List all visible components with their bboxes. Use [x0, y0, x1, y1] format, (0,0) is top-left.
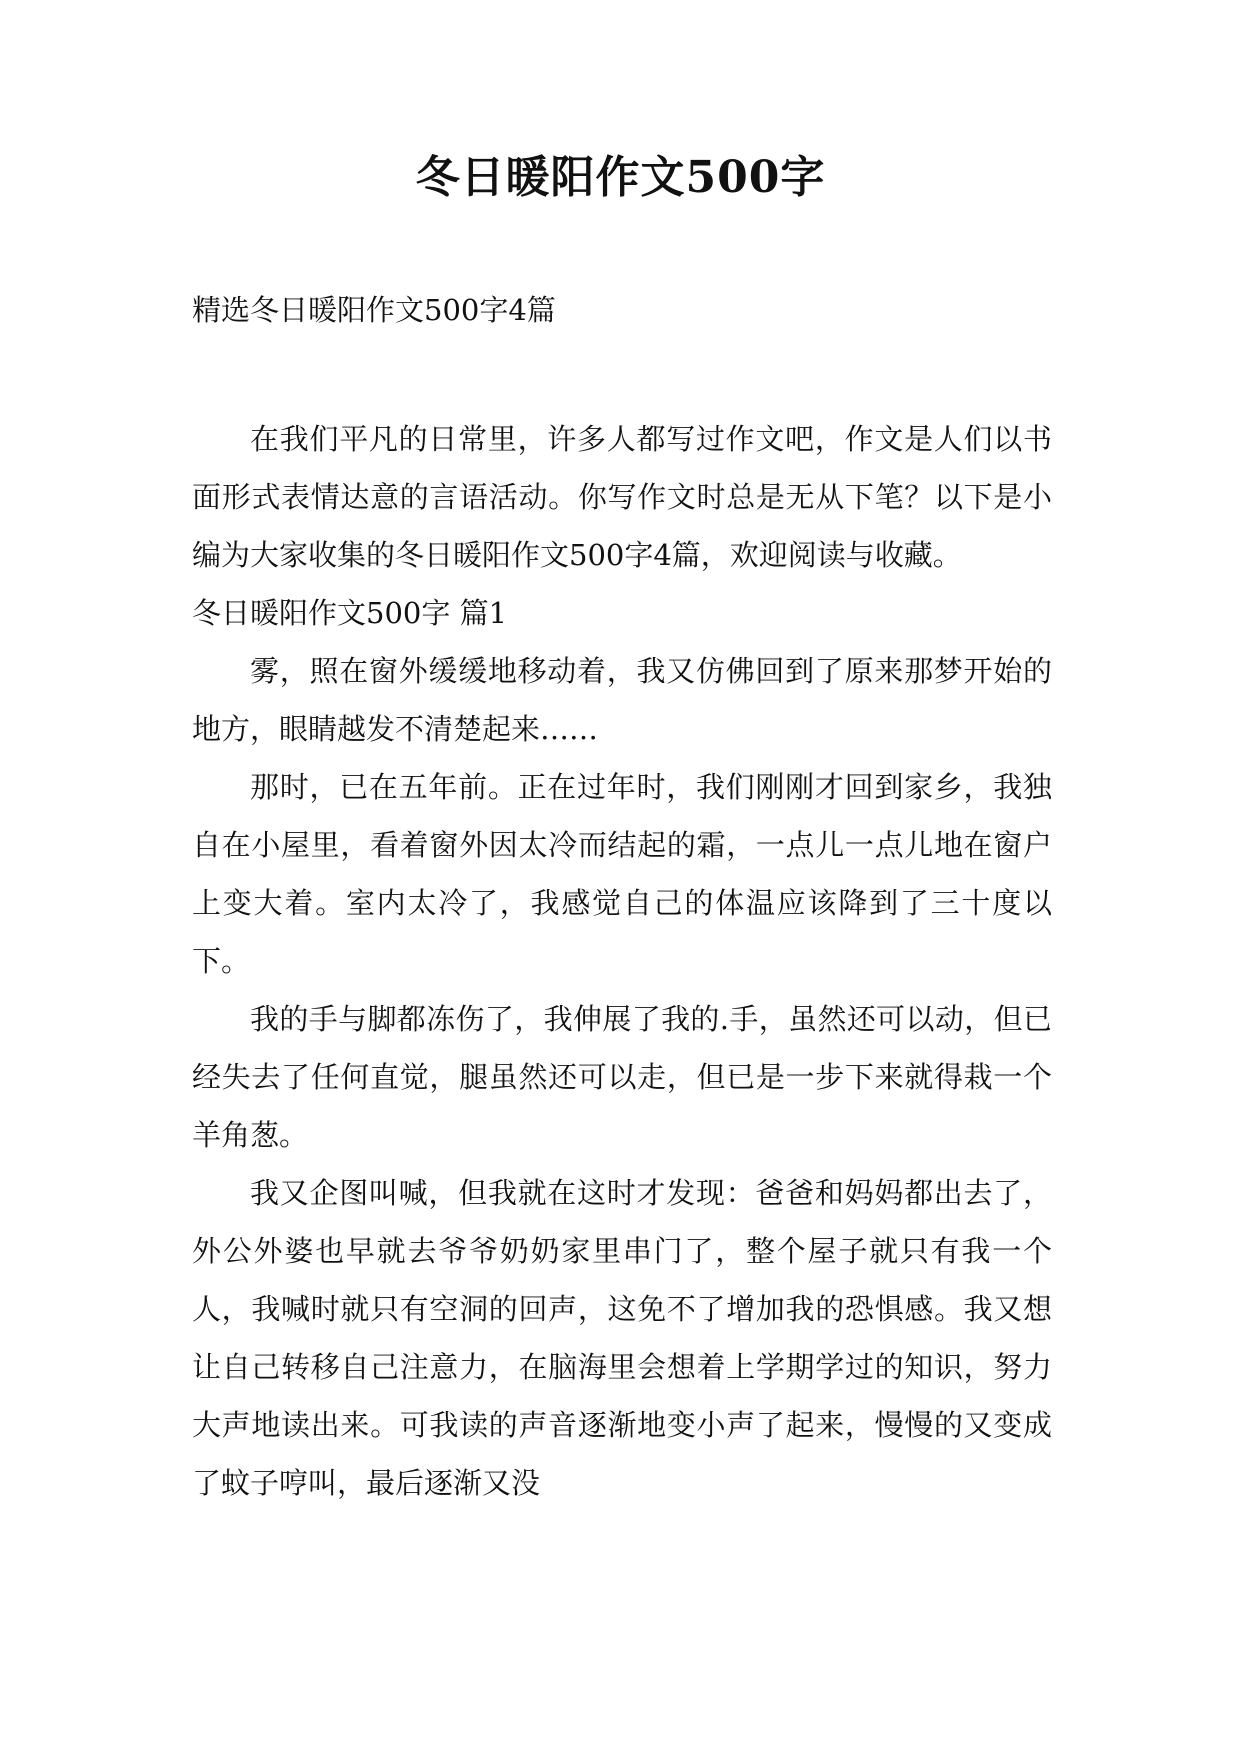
document-body — [192, 410, 1052, 1512]
intro-paragraph: 在我们平凡的日常里，许多人都写过作文吧，作文是人们以书面形式表情达意的言语活动。你写作文时总是无从下笔？以下是小编为大家收集的冬日暖阳作文500字4篇，欢迎阅读与收藏。 — [192, 422, 1052, 572]
body-paragraph: 雾，照在窗外缓缓地移动着，我又仿佛回到了原来那梦开始的地方，眼睛越发不清楚起来…… — [192, 654, 1052, 746]
body-paragraph: 我的手与脚都冻伤了，我伸展了我的.手，虽然还可以动，但已经失去了任何直觉，腿虽然还可以走，但已是一步下来就得栽一个羊角葱。 — [192, 1002, 1052, 1152]
section-heading: 冬日暖阳作文500字 篇1 — [192, 596, 508, 630]
body-paragraph: 那时，已在五年前。正在过年时，我们刚刚才回到家乡，我独自在小屋里，看着窗外因太冷而结起的霜，一点儿一点儿地在窗户上变大着。室内太冷了，我感觉自己的体温应该降到了三十度以下。 — [192, 770, 1052, 978]
document-subtitle: 精选冬日暖阳作文500字4篇 — [192, 293, 556, 327]
document-title: 冬日暖阳作文500字 — [415, 152, 826, 203]
body-paragraph: 我又企图叫喊，但我就在这时才发现：爸爸和妈妈都出去了，外公外婆也早就去爷爷奶奶家里串门了，整个屋子就只有我一个人，我喊时就只有空洞的回声，这免不了增加我的恐惧感。我又想让自己转移自己注意力，在脑海里会想着上学期学过的知识，努力大声地读出来。可我读的声音逐渐地变小声了起来，慢慢的又变成了蚊子哼叫，最后逐渐又没 — [192, 1176, 1052, 1500]
